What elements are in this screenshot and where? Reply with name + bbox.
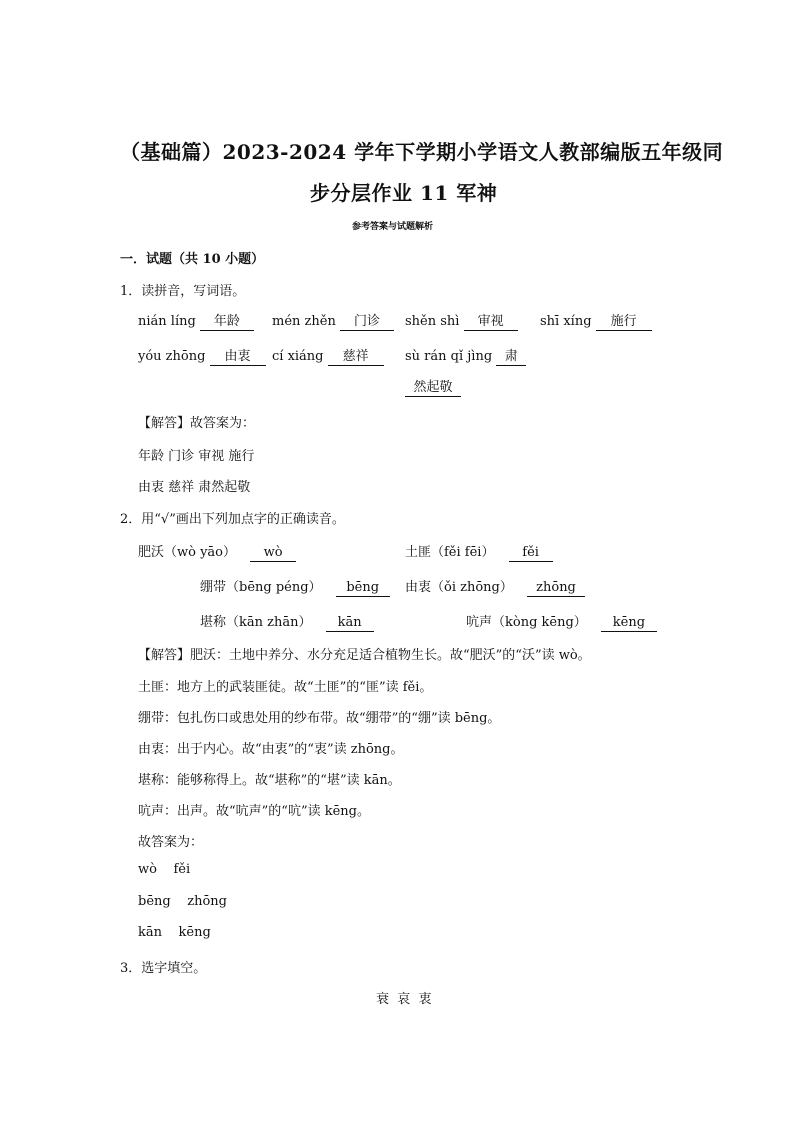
q2-item bbox=[138, 541, 296, 562]
q1-answer-line: 年龄 门诊 审视 施行 bbox=[138, 449, 255, 464]
q2-item bbox=[200, 611, 374, 632]
explanation-line: 由衷：出于内心。故“由衷”的“衷”读 zhōng。 bbox=[138, 742, 404, 757]
q1-item bbox=[405, 349, 526, 366]
answer-line: bēng zhōng bbox=[138, 894, 227, 909]
q2-word: 由衷（ǒi zhōng） bbox=[405, 580, 513, 595]
q1-pinyin: yóu zhōng bbox=[138, 349, 206, 364]
q1-answer: 慈祥 bbox=[328, 349, 384, 366]
q2-word: 堪称（kān zhān） bbox=[200, 615, 312, 630]
jieda-text: 故答案为： bbox=[190, 416, 256, 431]
answer-intro: 故答案为： bbox=[138, 835, 204, 850]
q1-pinyin: mén zhěn bbox=[272, 314, 336, 329]
q1-answer: 由衷 bbox=[210, 349, 266, 366]
q1-item bbox=[540, 314, 652, 331]
q1-item bbox=[272, 349, 384, 366]
q2-answer: zhōng bbox=[527, 580, 585, 597]
doc-title-line2: 步分层作业 11 军神 bbox=[310, 181, 498, 205]
q2-jieda bbox=[138, 644, 591, 663]
q2-answer: wò bbox=[250, 545, 296, 562]
q1-pinyin: sù rán qǐ jìng bbox=[405, 349, 493, 364]
q1-item bbox=[272, 314, 394, 331]
explanation-line: 堪称：能够称得上。故“堪称”的“堪”读 kān。 bbox=[138, 773, 401, 788]
q1-answer: 肃 bbox=[496, 349, 526, 366]
jieda-tag: 【解答】 bbox=[138, 416, 191, 431]
q2-item bbox=[466, 611, 657, 632]
q2-item bbox=[200, 576, 390, 597]
q1-item bbox=[405, 314, 518, 331]
doc-title-line1: （基础篇）2023-2024 学年下学期小学语文人教部编版五年级同 bbox=[120, 140, 724, 164]
explanation-line: 肥沃：土地中养分、水分充足适合植物生长。故“肥沃”的“沃”读 wò。 bbox=[190, 648, 591, 663]
q1-pinyin: nián líng bbox=[138, 314, 196, 329]
section-heading: 一．试题（共 10 小题） bbox=[120, 252, 265, 267]
q1-item bbox=[138, 349, 266, 366]
q2-word: 土匪（fěi fēi） bbox=[405, 545, 495, 560]
q2-item bbox=[405, 576, 585, 597]
q2-word: 吭声（kòng kēng） bbox=[466, 615, 587, 630]
jieda-tag: 【解答】 bbox=[138, 648, 191, 663]
explanation-line: 绷带：包扎伤口或患处用的纱布带。故“绷带”的“绷”读 bēng。 bbox=[138, 711, 501, 726]
q1-item-continued bbox=[405, 380, 461, 397]
answer-line: kān kēng bbox=[138, 925, 211, 940]
q2-answer: fěi bbox=[509, 545, 553, 562]
q1-answer: 施行 bbox=[596, 314, 652, 331]
q2-answer: kēng bbox=[601, 615, 657, 632]
explanation-line: 吭声：出声。故“吭声”的“吭”读 kēng。 bbox=[138, 804, 370, 819]
q2-answer: kān bbox=[326, 615, 374, 632]
explanation-line: 土匪：地方上的武装匪徒。故“土匪”的“匪”读 fěi。 bbox=[138, 680, 433, 695]
q1-answer: 审视 bbox=[464, 314, 518, 331]
doc-subtitle: 参考答案与试题解析 bbox=[352, 222, 434, 232]
q1-answer: 年龄 bbox=[200, 314, 254, 331]
q2-item bbox=[405, 541, 553, 562]
q2-word: 绷带（bēng péng） bbox=[200, 580, 322, 595]
q1-answer: 然起敬 bbox=[405, 380, 461, 397]
q1-pinyin: shěn shì bbox=[405, 314, 460, 329]
q1-stem: 1．读拼音，写词语。 bbox=[120, 284, 246, 299]
q2-stem: 2．用“√”画出下列加点字的正确读音。 bbox=[120, 512, 345, 527]
q1-item bbox=[138, 314, 254, 331]
q2-word: 肥沃（wò yāo） bbox=[138, 545, 237, 560]
q1-jieda bbox=[138, 412, 255, 431]
q1-pinyin: shī xíng bbox=[540, 314, 592, 329]
answer-line: wò fěi bbox=[138, 862, 191, 877]
q1-pinyin: cí xiáng bbox=[272, 349, 324, 364]
q3-stem: 3．选字填空。 bbox=[120, 961, 207, 976]
q3-choices: 衰 哀 衷 bbox=[376, 992, 432, 1007]
q2-answer: bēng bbox=[336, 580, 390, 597]
q1-answer-line: 由衷 慈祥 肃然起敬 bbox=[138, 480, 251, 495]
q1-answer: 门诊 bbox=[340, 314, 394, 331]
